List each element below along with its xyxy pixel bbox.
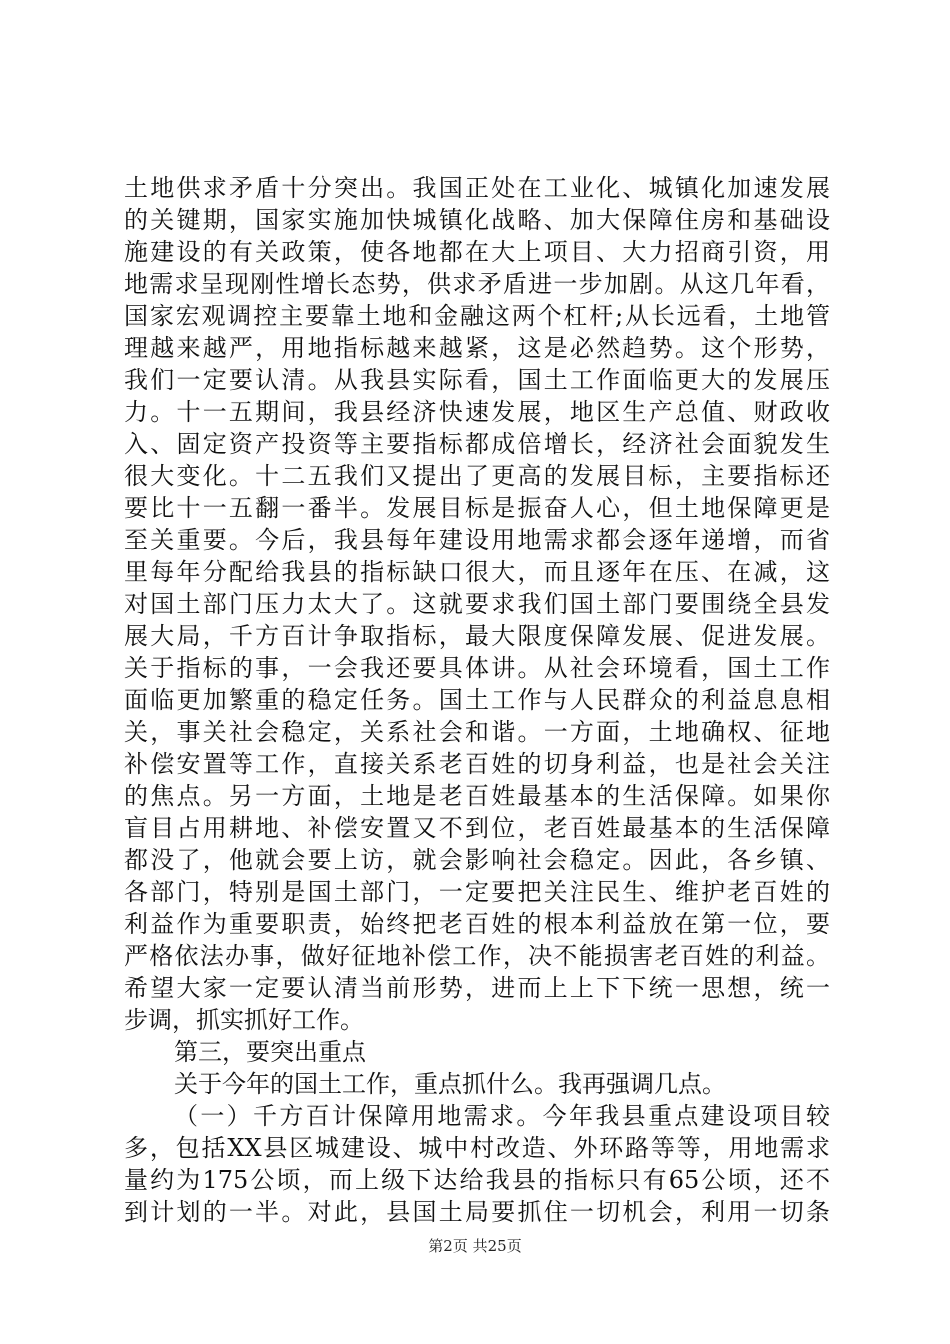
- text-line: 施建设的有关政策，使各地都在大上项目、大力招商引资，用: [124, 238, 830, 266]
- text-line: 的焦点。另一方面，土地是老百姓最基本的生活保障。如果你: [124, 782, 830, 810]
- text-line: 至关重要。今后，我县每年建设用地需求都会逐年递增，而省: [124, 526, 830, 554]
- text-line: 利益作为重要职责，始终把老百姓的根本利益放在第一位，要: [124, 910, 830, 938]
- text-line: 各部门，特别是国土部门，一定要把关注民生、维护老百姓的: [124, 878, 830, 906]
- text-line: 关于指标的事，一会我还要具体讲。从社会环境看，国土工作: [124, 654, 830, 682]
- text-line: 多，包括XX县区城建设、城中村改造、外环路等等，用地需求: [124, 1134, 830, 1162]
- text-line: 都没了，他就会要上访，就会影响社会稳定。因此，各乡镇、: [124, 846, 830, 874]
- text-line: 国家宏观调控主要靠土地和金融这两个杠杆;从长远看，土地管: [124, 302, 830, 330]
- text-line: 关于今年的国土工作，重点抓什么。我再强调几点。: [174, 1070, 726, 1098]
- text-line: 展大局，千方百计争取指标，最大限度保障发展、促进发展。: [124, 622, 830, 650]
- text-line: 量约为175公顷，而上级下达给我县的指标只有65公顷，还不: [124, 1166, 830, 1194]
- text-line: 我们一定要认清。从我县实际看，国土工作面临更大的发展压: [124, 366, 830, 394]
- text-line: 希望大家一定要认清当前形势，进而上上下下统一思想，统一: [124, 974, 830, 1002]
- page-footer: [0, 1236, 950, 1256]
- subsection-heading-line: （一）千方百计保障用地需求。今年我县重点建设项目较: [174, 1102, 830, 1130]
- text-line: 面临更加繁重的稳定任务。国土工作与人民群众的利益息息相: [124, 686, 830, 714]
- text-line: 补偿安置等工作，直接关系老百姓的切身利益，也是社会关注: [124, 750, 830, 778]
- text-line: 到计划的一半。对此，县国土局要抓住一切机会，利用一切条: [124, 1198, 830, 1226]
- text-line: 对国土部门压力太大了。这就要求我们国土部门要围绕全县发: [124, 590, 830, 618]
- text-line: 力。十一五期间，我县经济快速发展，地区生产总值、财政收: [124, 398, 830, 426]
- document-body: [124, 172, 830, 1228]
- text-line: 入、固定资产投资等主要指标都成倍增长，经济社会面貌发生: [124, 430, 830, 458]
- text-line: 盲目占用耕地、补偿安置又不到位，老百姓最基本的生活保障: [124, 814, 830, 842]
- page-number-indicator: 第2页 共25页: [428, 1237, 522, 1255]
- section-heading: 第三，要突出重点: [174, 1038, 366, 1066]
- text-line: 要比十一五翻一番半。发展目标是振奋人心，但土地保障更是: [124, 494, 830, 522]
- text-line: 土地供求矛盾十分突出。我国正处在工业化、城镇化加速发展: [124, 174, 830, 202]
- text-line: 地需求呈现刚性增长态势，供求矛盾进一步加剧。从这几年看，: [124, 270, 830, 298]
- text-line: 步调，抓实抓好工作。: [124, 1006, 364, 1034]
- text-line: 里每年分配给我县的指标缺口很大，而且逐年在压、在减，这: [124, 558, 830, 586]
- text-line: 严格依法办事，做好征地补偿工作，决不能损害老百姓的利益。: [124, 942, 830, 970]
- text-line: 关，事关社会稳定，关系社会和谐。一方面，土地确权、征地: [124, 718, 830, 746]
- text-line: 理越来越严，用地指标越来越紧，这是必然趋势。这个形势，: [124, 334, 830, 362]
- text-line: 的关键期，国家实施加快城镇化战略、加大保障住房和基础设: [124, 206, 830, 234]
- text-line: 很大变化。十二五我们又提出了更高的发展目标，主要指标还: [124, 462, 830, 490]
